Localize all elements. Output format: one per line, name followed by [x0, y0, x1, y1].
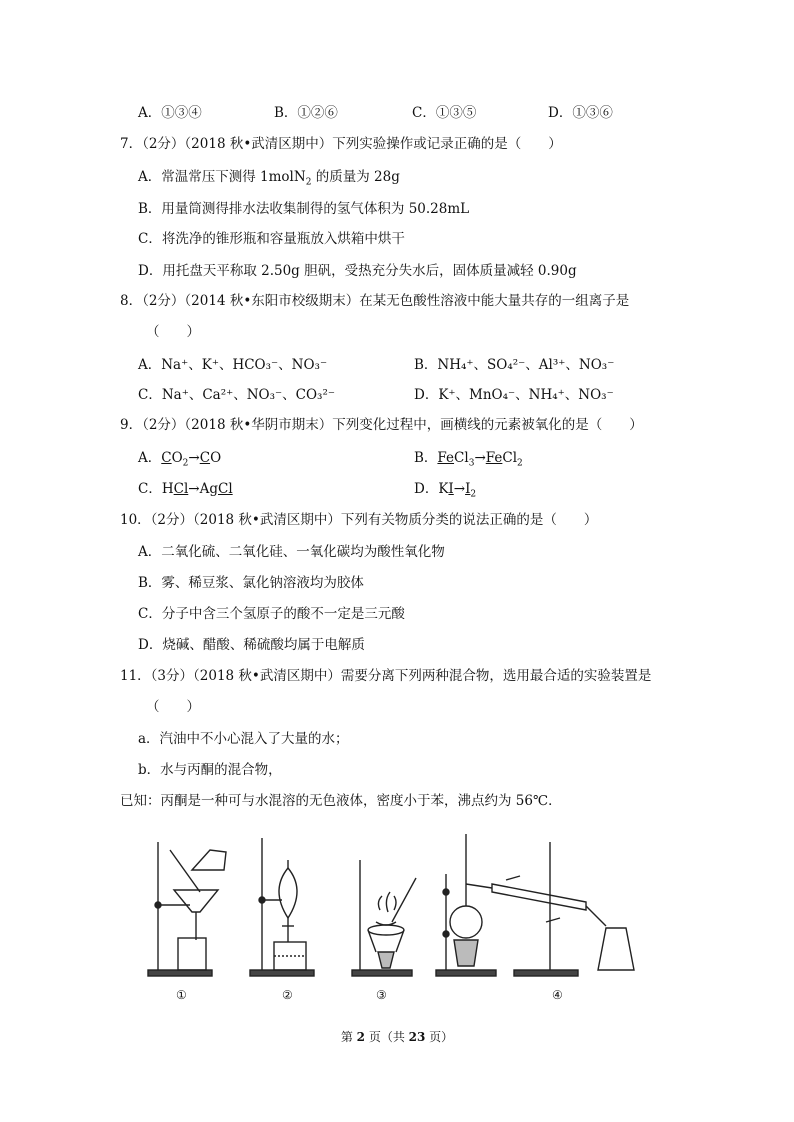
q11-stem: 11．（3分）（2018 秋•武清区期中）需要分离下列两种混合物，选用最合适的实验装置是 [120, 668, 652, 684]
apparatus-figure [140, 830, 660, 1010]
q6-option-a: A．①③④ [138, 105, 202, 121]
separatory-funnel-apparatus [250, 838, 314, 976]
apparatus-drawing [140, 830, 660, 1010]
q6-option-d: D．①③⑥ [548, 105, 613, 121]
distillation-apparatus [436, 834, 634, 976]
q10-option-a: A．二氧化硫、二氧化硅、一氧化碳均为酸性氧化物 [138, 544, 445, 560]
q7-option-d: D．用托盘天平称取 2.50g 胆矾，受热充分失水后，固体质量减轻 0.90g [138, 263, 577, 279]
q7-stem: 7．（2分）（2018 秋•武清区期中）下列实验操作或记录正确的是（ ） [120, 136, 562, 152]
q8-paren: （ ） [146, 324, 200, 340]
q9-stem: 9．（2分）（2018 秋•华阴市期末）下列变化过程中，画横线的元素被氧化的是（ ） [120, 417, 643, 433]
q11-paren: （ ） [146, 699, 200, 715]
page-footer: 第 2 页（共 23 页） [340, 1030, 454, 1044]
q10-option-c: C．分子中含三个氢原子的酸不一定是三元酸 [138, 606, 405, 622]
q6-option-b: B．①②⑥ [274, 105, 338, 121]
q8-option-a: A．Na⁺、K⁺、HCO₃⁻、NO₃⁻ [138, 357, 328, 373]
q8-option-c: C．Na⁺、Ca²⁺、NO₃⁻、CO₃²⁻ [138, 387, 335, 403]
q7-option-a: A．常温常压下测得 1molN$_2$ 的质量为 28g [138, 169, 400, 188]
q10-option-b: B．雾、稀豆浆、氯化钠溶液均为胶体 [138, 575, 364, 591]
evaporation-apparatus [352, 860, 416, 976]
fig-label-1: ① [176, 988, 187, 1002]
q8-option-d: D．K⁺、MnO₄⁻、NH₄⁺、NO₃⁻ [414, 387, 614, 403]
q9-option-c: C．HCl→AgCl [138, 481, 233, 497]
fig-label-2: ② [282, 988, 293, 1002]
q11-item-b: b．水与丙酮的混合物， [138, 762, 282, 778]
filtration-apparatus [148, 842, 226, 976]
page-total: 23 [408, 1030, 426, 1044]
q8-option-b: B．NH₄⁺、SO₄²⁻、Al³⁺、NO₃⁻ [414, 357, 615, 373]
q7-option-c: C．将洗净的锥形瓶和容量瓶放入烘箱中烘干 [138, 231, 405, 247]
q11-known: 已知：丙酮是一种可与水混溶的无色液体，密度小于苯，沸点约为 56℃． [120, 793, 562, 809]
q9-option-d: D．$KI\to I_2$ [414, 481, 477, 500]
q9-option-a: A．$CO_2\to CO$ [138, 450, 222, 469]
q9-option-b: B．FeCl$_3$→FeCl$_2$ [414, 450, 523, 469]
q10-stem: 10．（2分）（2018 秋•武清区期中）下列有关物质分类的说法正确的是（ ） [120, 512, 598, 528]
q6-option-c: C．①③⑤ [412, 105, 477, 121]
page-number: 2 [356, 1030, 365, 1044]
q7-option-b: B．用量筒测得排水法收集制得的氢气体积为 50.28mL [138, 201, 470, 217]
fig-label-4: ④ [552, 988, 563, 1002]
q8-stem: 8．（2分）（2014 秋•东阳市校级期末）在某无色酸性溶液中能大量共存的一组离子是 [120, 293, 630, 309]
q11-item-a: a．汽油中不小心混入了大量的水； [138, 731, 349, 747]
q10-option-d: D．烧碱、醋酸、稀硫酸均属于电解质 [138, 637, 365, 653]
fig-label-3: ③ [376, 988, 387, 1002]
